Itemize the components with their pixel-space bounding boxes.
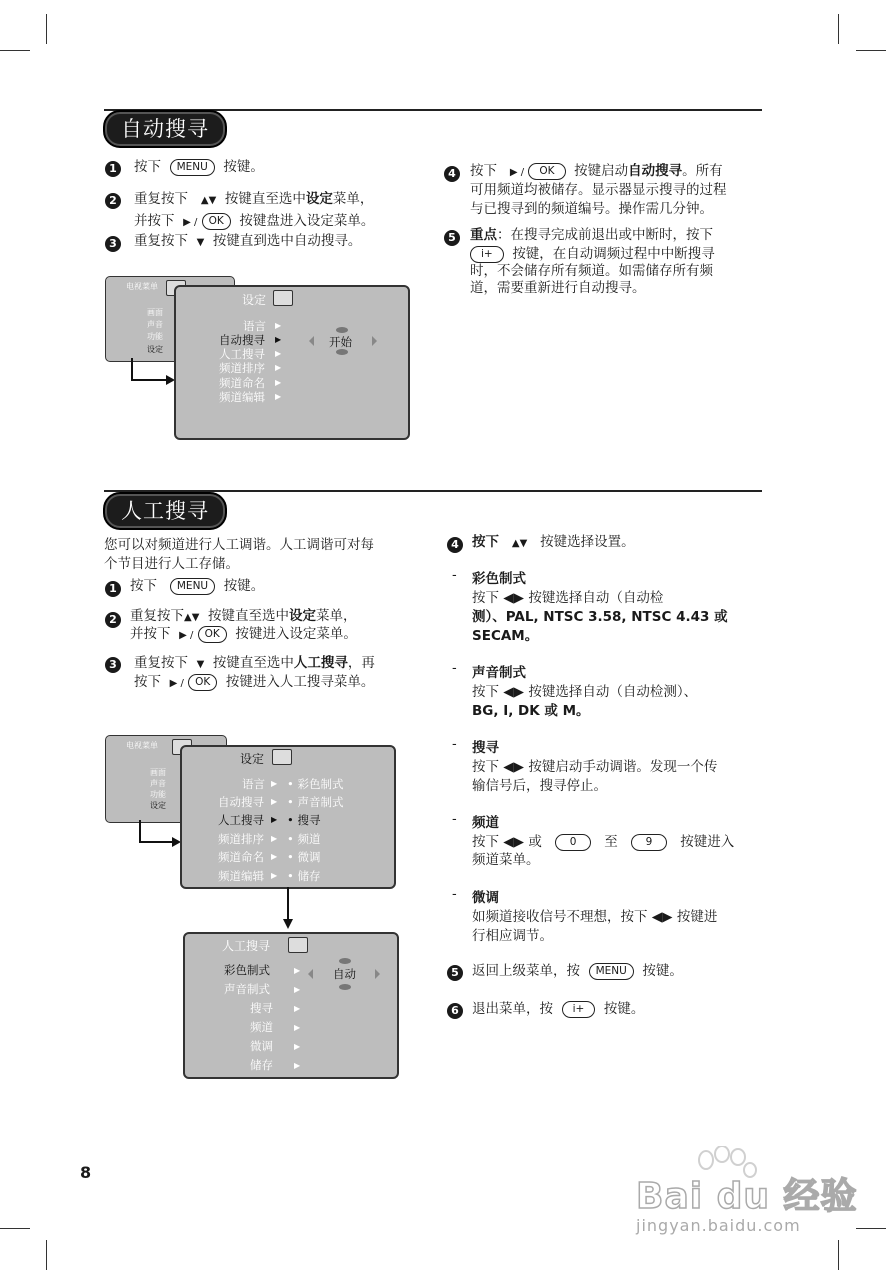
step-text: 与已搜寻到的频道编号。操作需几分钟。 (470, 201, 713, 217)
step-text: 并按下 ▶ / OK 按键进入设定菜单。 (130, 626, 357, 642)
submenu-item: • 微调 (287, 850, 321, 864)
right-arrow-icon: ▶ / (509, 167, 525, 178)
menu-item: 频道编辑 (219, 390, 265, 404)
up-down-arrows-icon: ▲▼ (184, 612, 200, 623)
arrow-icon: ▶ (294, 1061, 301, 1070)
info-key-icon: i+ (562, 1001, 596, 1018)
crop-mark (0, 1228, 30, 1229)
menu-value: 自动 (333, 967, 356, 981)
step-text: 退出菜单，按 i+ 按键。 (472, 1001, 645, 1017)
menu-title: 电视菜单 (126, 282, 158, 291)
ok-key-icon: OK (202, 213, 231, 230)
step-number: 4 (444, 166, 460, 182)
up-down-arrows-icon: ▲▼ (511, 538, 528, 549)
option-text: SECAM。 (472, 628, 539, 644)
menu-item: 自动搜寻 (218, 795, 264, 809)
menu-item: 频道 (250, 1020, 273, 1034)
step-number: 6 (447, 1003, 463, 1019)
option-text: 按下 ◀▶ 或 0 至 9 按键进入 (472, 834, 735, 850)
digit-9-key-icon: 9 (631, 834, 668, 851)
submenu-item: • 储存 (287, 869, 321, 883)
menu-item: 频道编辑 (218, 869, 264, 883)
menu-item: 频道排序 (219, 361, 265, 375)
option-text: BG, I, DK 或 M。 (472, 703, 590, 719)
arrow-icon: ▶ (271, 797, 278, 806)
bullet-dash: - (452, 737, 457, 752)
step-number: 5 (444, 230, 460, 246)
step-text: 时，不会储存所有频道。如需储存所有频 (470, 263, 713, 279)
step-text: 重复按下▲▼ 按键直至选中设定菜单， (130, 608, 357, 624)
menu-item: 频道命名 (218, 850, 264, 864)
menu-item: 声音制式 (224, 982, 270, 996)
arrow-icon: ▶ (275, 363, 282, 372)
step-text: 返回上级菜单，按 MENU 按键。 (472, 963, 683, 979)
menu-item: 功能 (150, 790, 166, 799)
menu-title: 电视菜单 (126, 741, 158, 750)
menu-item: 微调 (250, 1039, 273, 1053)
watermark-brand: Bai du 经验 (636, 1176, 858, 1217)
submenu-item: • 频道 (287, 832, 321, 846)
option-text: 输信号后，搜寻停止。 (472, 778, 607, 794)
down-arrow-icon: ▼ (196, 237, 205, 248)
arrow-icon: ▶ (294, 1004, 301, 1013)
step-number: 1 (105, 581, 121, 597)
arrow-icon: ▶ (294, 1042, 301, 1051)
menu-value: 开始 (329, 335, 352, 349)
menu-item: 画面 (147, 308, 163, 317)
menu-item-selected: 自动搜寻 (219, 333, 265, 347)
option-text: 按下 ◀▶ 按键启动手动调谐。发现一个传 (472, 759, 718, 775)
step-text: 并按下 ▶ / OK 按键盘进入设定菜单。 (134, 213, 375, 229)
step-text: 按下 ▶ / OK 按键启动自动搜寻。所有 (470, 163, 723, 179)
step-text: 重复按下 ▼ 按键直至选中人工搜寻，再 (134, 655, 375, 671)
arrow-icon: ▶ (275, 378, 282, 387)
menu-item: 画面 (150, 768, 166, 777)
option-text: 行相应调节。 (472, 928, 553, 944)
menu-key-icon: MENU (170, 159, 215, 176)
option-title: 微调 (472, 890, 499, 906)
option-text: 测）、PAL, NTSC 3.58, NTSC 4.43 或 (472, 609, 728, 625)
down-connector-arrow (281, 887, 295, 931)
step-text: 按下 ▶ / OK 按键进入人工搜寻菜单。 (134, 674, 375, 690)
step-text: 按下 ▲▼ 按键选择设置。 (472, 534, 635, 550)
menu-item-selected: 彩色制式 (224, 963, 270, 977)
up-down-arrows-icon: ▲▼ (200, 195, 217, 206)
submenu-item: • 搜寻 (287, 813, 321, 827)
intro-text: 您可以对频道进行人工调谐。人工调谐可对每 (104, 537, 374, 553)
menu-item: 声音 (147, 320, 163, 329)
option-title: 搜寻 (472, 740, 499, 756)
watermark-url: jingyan.baidu.com (636, 1216, 801, 1235)
menu-item: 搜寻 (250, 1001, 273, 1015)
arrow-icon: ▶ (271, 815, 278, 824)
step-text: 重复按下 ▲▼ 按键直至选中设定菜单， (134, 191, 374, 207)
option-text: 如频道接收信号不理想，按下 ◀▶ 按键进 (472, 909, 718, 925)
section-title-manual-search: 人工搜寻 (103, 492, 227, 530)
arrow-icon: ▶ (294, 966, 301, 975)
crop-mark (838, 14, 839, 44)
submenu-item: • 彩色制式 (287, 777, 344, 791)
arrow-icon: ▶ (275, 335, 282, 344)
arrow-icon: ▶ (294, 1023, 301, 1032)
ok-key-icon: OK (198, 626, 227, 643)
arrow-icon: ▶ (271, 779, 278, 788)
step-text: 按下 MENU 按键。 (130, 578, 265, 594)
manual-search-menu-screen (183, 932, 399, 1079)
step-number: 1 (105, 161, 121, 177)
option-title: 频道 (472, 815, 499, 831)
menu-item-selected: 人工搜寻 (218, 813, 264, 827)
connector-arrow (136, 820, 186, 850)
menu-title: 设定 (240, 752, 265, 766)
step-text: 可用频道均被储存。显示器显示搜寻的过程 (470, 182, 727, 198)
crop-mark (46, 14, 47, 44)
connector-arrow (128, 358, 178, 388)
option-title: 声音制式 (472, 665, 526, 681)
step-number: 2 (105, 612, 121, 628)
bullet-dash: - (452, 568, 457, 583)
menu-title: 设定 (242, 293, 267, 307)
info-key-icon: i+ (470, 246, 504, 263)
step-number: 3 (105, 236, 121, 252)
intro-text: 个节目进行人工存储。 (104, 556, 239, 572)
step-text: 按下 MENU 按键。 (134, 159, 264, 175)
step-number: 4 (447, 537, 463, 553)
option-text: 按下 ◀▶ 按键选择自动（自动检 (472, 590, 664, 606)
arrow-icon: ▶ (294, 985, 301, 994)
arrow-icon: ▶ (271, 871, 278, 880)
step-number: 5 (447, 965, 463, 981)
digit-0-key-icon: 0 (555, 834, 592, 851)
step-text: i+ 按键，在自动调频过程中中断搜寻 (470, 245, 715, 264)
arrow-icon: ▶ (275, 321, 282, 330)
step-text: 重复按下 ▼ 按键直到选中自动搜寻。 (134, 233, 362, 249)
bullet-dash: - (452, 812, 457, 827)
option-text: 频道菜单。 (472, 852, 540, 868)
menu-title: 人工搜寻 (222, 939, 271, 953)
right-arrow-icon: ▶ / (169, 678, 184, 689)
crop-mark (856, 1228, 886, 1229)
crop-mark (838, 1240, 839, 1270)
step-number: 2 (105, 193, 121, 209)
menu-item: 储存 (250, 1058, 273, 1072)
bullet-dash: - (452, 661, 457, 676)
menu-item: 频道排序 (218, 832, 264, 846)
right-arrow-icon: ▶ / (179, 630, 194, 641)
submenu-item: • 声音制式 (287, 795, 344, 809)
menu-key-icon: MENU (170, 578, 215, 595)
ok-key-icon: OK (188, 674, 217, 691)
menu-item: 语言 (243, 319, 266, 333)
step-text: 重点：在搜寻完成前退出或中断时，按下 (470, 227, 713, 243)
menu-item: 设定 (150, 801, 166, 810)
menu-item: 功能 (147, 332, 163, 341)
menu-key-icon: MENU (589, 963, 634, 980)
section-title-auto-search: 自动搜寻 (103, 110, 227, 148)
menu-item: 语言 (242, 777, 265, 791)
manual-search-icon (288, 937, 308, 953)
setup-icon (272, 749, 292, 765)
menu-item: 人工搜寻 (219, 347, 265, 361)
arrow-icon: ▶ (275, 349, 282, 358)
right-arrow-icon: ▶ / (183, 217, 198, 228)
menu-item: 声音 (150, 779, 166, 788)
bullet-dash: - (452, 887, 457, 902)
crop-mark (856, 50, 886, 51)
step-text: 道，需要重新进行自动搜寻。 (470, 280, 646, 296)
page-number: 8 (80, 1163, 92, 1182)
option-title: 彩色制式 (472, 571, 526, 587)
setup-menu-screen (174, 285, 410, 440)
arrow-icon: ▶ (271, 852, 278, 861)
option-text: 按下 ◀▶ 按键选择自动（自动检测）、 (472, 684, 698, 700)
menu-item: 频道命名 (219, 376, 265, 390)
setup-icon (273, 290, 293, 306)
ok-key-icon: OK (528, 163, 565, 180)
crop-mark (0, 50, 30, 51)
down-arrow-icon: ▼ (196, 659, 205, 670)
arrow-icon: ▶ (275, 392, 282, 401)
step-number: 3 (105, 657, 121, 673)
arrow-icon: ▶ (271, 834, 278, 843)
crop-mark (46, 1240, 47, 1270)
menu-item: 设定 (147, 345, 163, 354)
